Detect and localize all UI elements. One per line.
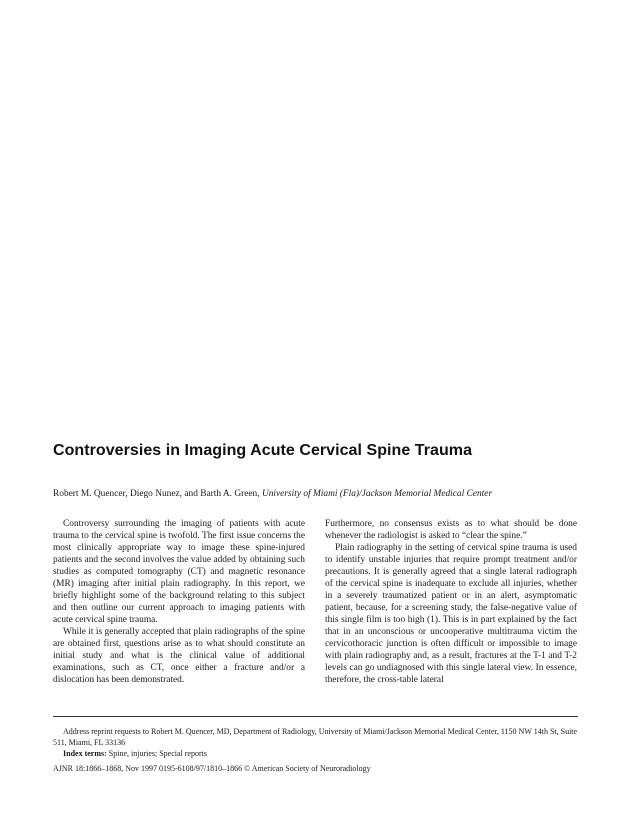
body-paragraph: Furthermore, no consensus exists as to what should be done whenever the radiologist is asked to “clear the spine.” bbox=[325, 519, 577, 541]
footnote bbox=[53, 726, 578, 759]
index-terms-label: Index terms: bbox=[63, 749, 107, 758]
page-title: Controversies in Imaging Acute Cervical Spine Trauma bbox=[53, 442, 473, 459]
authors: Robert M. Quencer, Diego Nunez, and Barth A. Green, bbox=[53, 489, 260, 499]
byline bbox=[53, 488, 593, 500]
reprint-address: Address reprint requests to Robert M. Quencer, MD, Department of Radiology, University of Miami/Jackson Memorial Medical Center, 1150 NW 14th St, Suite 511, Miami, FL 33136 bbox=[53, 727, 578, 747]
index-terms bbox=[53, 748, 578, 759]
body-paragraph: Controversy surrounding the imaging of patients with acute trauma to the cervical spine is twofold. The first issue concerns the most clinically appropriate way to image these spine-injured patients and the second involves the value added by obtaining such studies as computed tomography (CT) and magnetic resonance (MR) imaging after initial plain radiography. In this report, we briefly highlight some of the background relating to this subject and then outline our current approach to imaging patients with acute cervical spine trauma. bbox=[53, 519, 305, 625]
left-column bbox=[53, 518, 305, 686]
body-paragraph: Plain radiography in the setting of cervical spine trauma is used to identify unstable injuries that require prompt treatment and/or precautions. It is generally agreed that a single lateral radiograph of the cervical spine is inadequate to exclude all injuries, whether in a severely traumatized patient or in an alert, asymptomatic patient, because, for a screening study, the false-negative value of this single film is too high (1). This is in part explained by the fact that in an unconscious or uncooperative multitrauma victim the cervicothoracic junction is often difficult or impossible to image with plain radiography and, as a result, fractures at the T-1 and T-2 levels can go undiagnosed with this single lateral view. In essence, therefore, the cross-table lateral bbox=[325, 543, 577, 685]
footnote-divider bbox=[53, 716, 578, 717]
right-column bbox=[325, 518, 577, 686]
index-terms-value: Spine, injuries; Special reports bbox=[108, 749, 207, 758]
body-paragraph: While it is generally accepted that plain radiographs of the spine are obtained first, questions arise as to what should constitute an initial study and what is the clinical value of additional examinations, such as CT, once either a fracture and/or a dislocation has been demonstrated. bbox=[53, 627, 305, 685]
journal-citation: AJNR 18:1866–1868, Nov 1997 0195-6108/97/1810–1866 © American Society of Neuroradiology bbox=[53, 764, 371, 773]
affiliation: University of Miami (Fla)/Jackson Memorial Medical Center bbox=[261, 489, 493, 499]
